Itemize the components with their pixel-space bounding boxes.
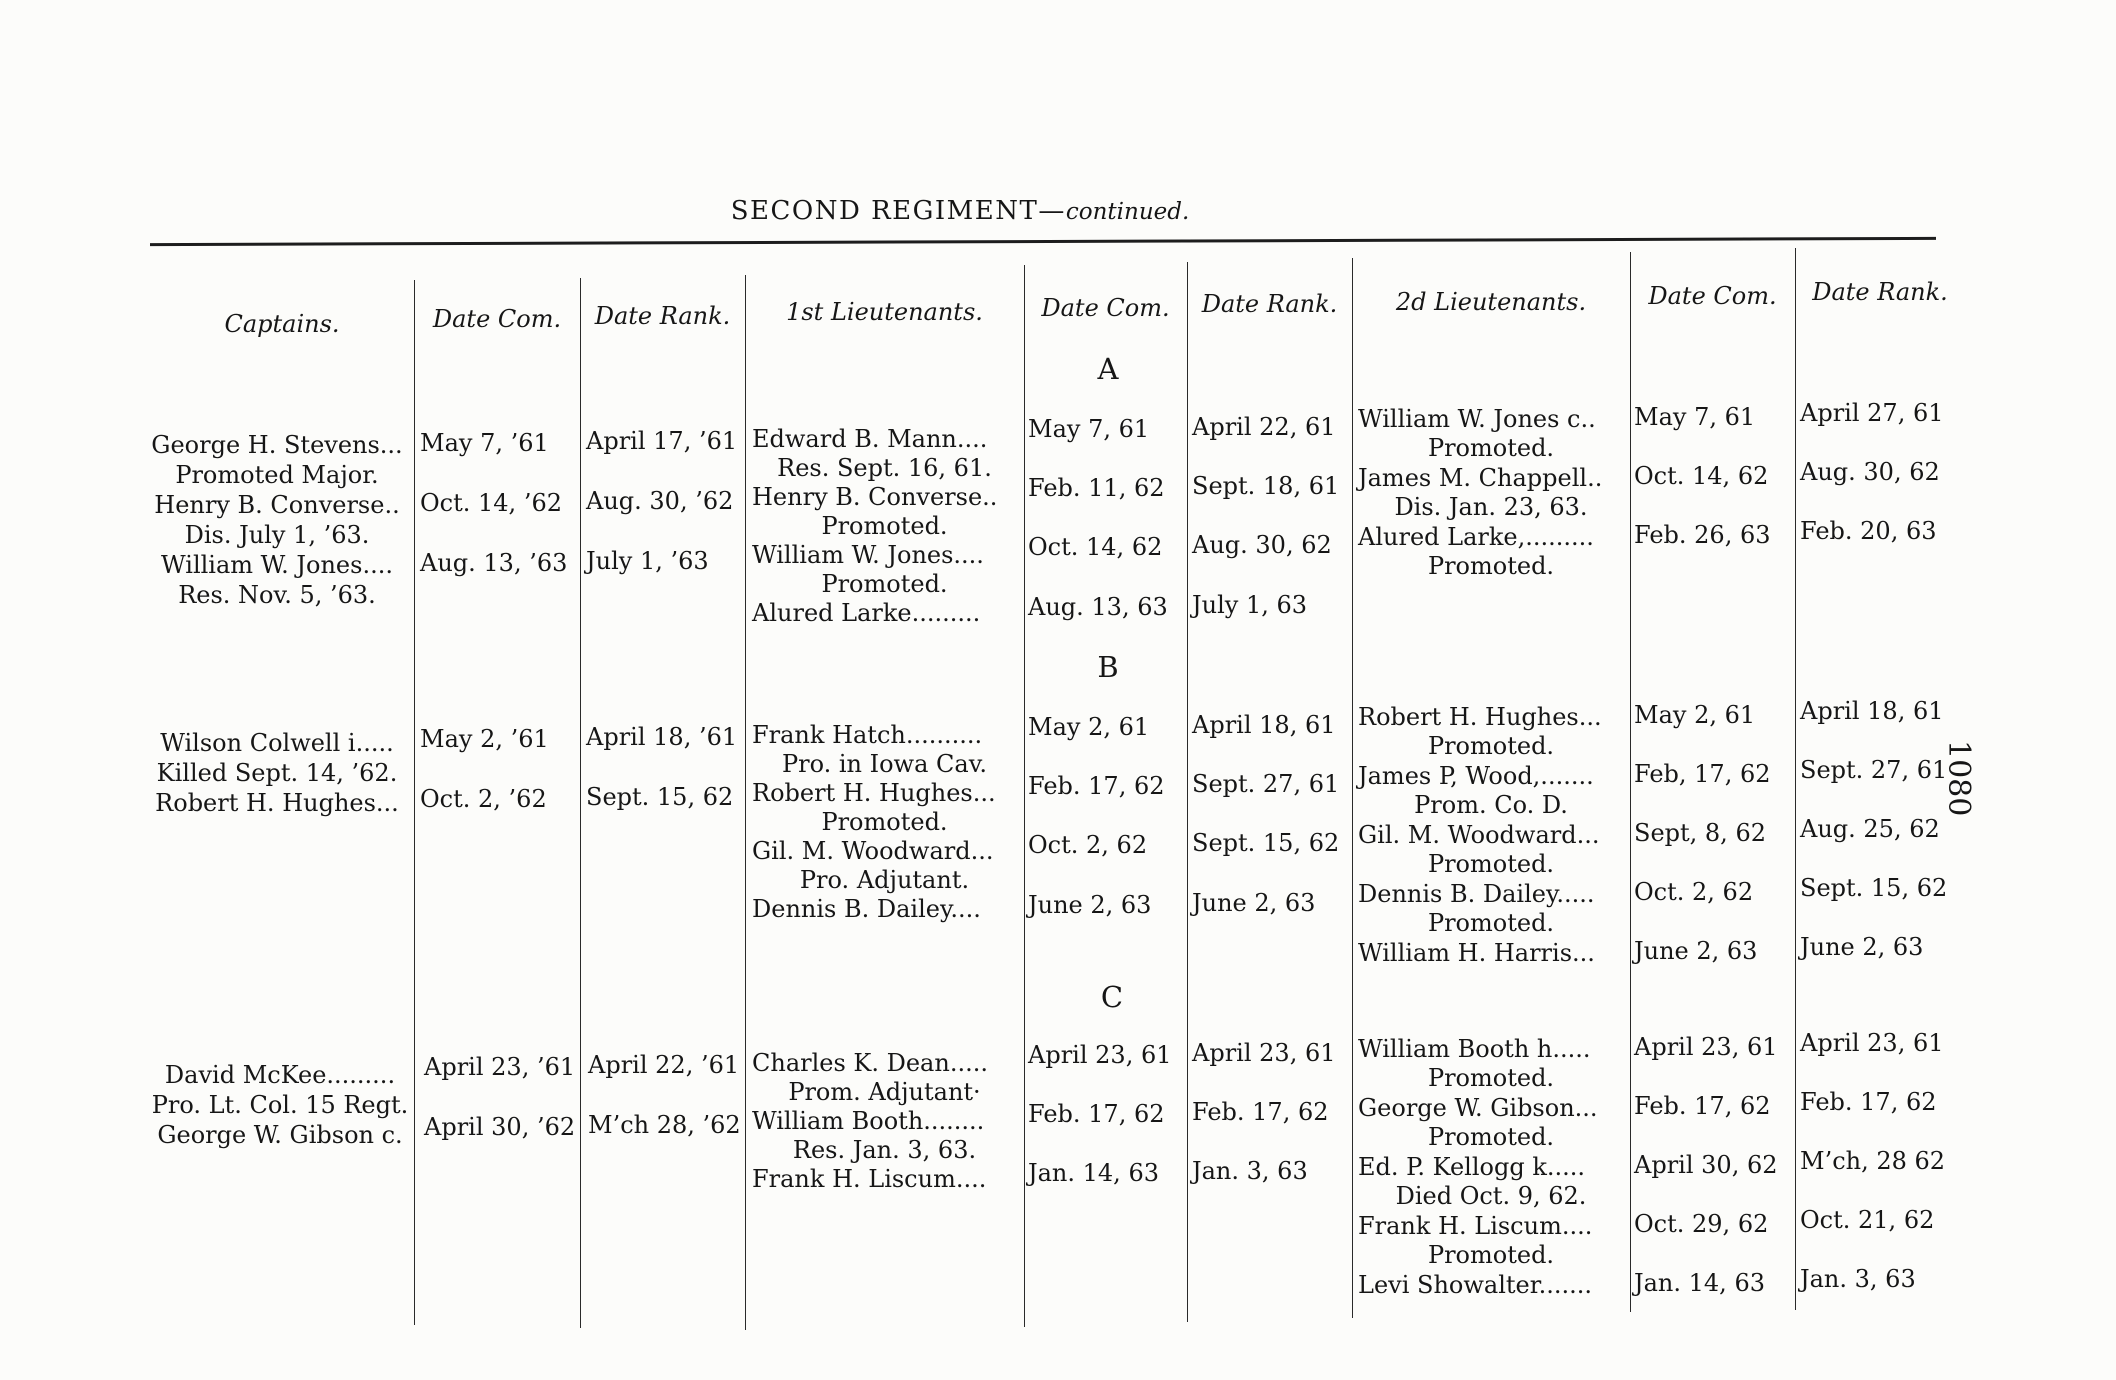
first-lt-date-rank: April 18, 61	[1192, 711, 1336, 739]
column-rule-2	[580, 278, 581, 1328]
captain-entry: Henry B. Converse..	[154, 491, 400, 519]
second-lt-date-com: May 7, 61	[1634, 403, 1756, 431]
top-rule	[150, 237, 1936, 246]
first-lt-date-com: Oct. 2, 62	[1028, 831, 1148, 859]
second-lt-date-com: Feb. 17, 62	[1634, 1092, 1771, 1120]
first-lt-date-rank: July 1, 63	[1192, 591, 1308, 619]
second-lt-date-rank: Oct. 21, 62	[1800, 1206, 1935, 1234]
captain-entry: David McKee.........	[164, 1061, 396, 1089]
captain-entry: Robert H. Hughes...	[155, 789, 399, 817]
second-lt-date-rank: Sept. 27, 61	[1800, 756, 1948, 784]
first-lt-note: Pro. in Iowa Cav.	[781, 750, 988, 778]
second-lt-date-com: June 2, 63	[1634, 937, 1758, 965]
second-lt-note: Prom. Co. D.	[1414, 791, 1568, 819]
captain-date-com: May 2, ’61	[420, 725, 549, 753]
column-rule-5	[1187, 262, 1188, 1322]
captain-date-com: May 7, ’61	[420, 429, 549, 457]
captain-entry: William W. Jones....	[161, 551, 393, 579]
first-lt-note: Res. Sept. 16, 61.	[777, 454, 992, 482]
captain-date-rank: Sept. 15, 62	[586, 783, 734, 811]
captain-note: Promoted Major.	[175, 461, 379, 489]
first-lt-date-rank: April 23, 61	[1192, 1039, 1336, 1067]
second-lt-entry: Dennis B. Dailey.....	[1358, 880, 1595, 908]
first-lt-date-com: Feb. 11, 62	[1028, 474, 1165, 502]
first-lt-date-com: Feb. 17, 62	[1028, 772, 1165, 800]
second-lt-note: Promoted.	[1427, 434, 1555, 462]
first-lt-date-com: Jan. 14, 63	[1028, 1159, 1159, 1187]
first-lt-note: Promoted.	[821, 570, 948, 598]
second-lt-date-rank: Sept. 15, 62	[1800, 874, 1948, 902]
captain-date-rank: April 17, ’61	[586, 427, 738, 455]
second-lt-date-rank: Feb. 20, 63	[1800, 517, 1937, 545]
second-lt-entry: William Booth h.....	[1358, 1035, 1591, 1063]
second-lt-note: Promoted.	[1427, 850, 1555, 878]
header-second-lieutenants: 2d Lieutenants.	[1395, 288, 1587, 316]
first-lt-date-rank: Sept. 27, 61	[1192, 770, 1340, 798]
second-lt-note: Promoted.	[1427, 552, 1555, 580]
captain-date-rank: Aug. 30, ’62	[586, 487, 734, 515]
second-lt-date-rank: April 27, 61	[1800, 399, 1944, 427]
header-second-lts-date-rank: Date Rank.	[1812, 278, 1948, 306]
header-captains-date-com: Date Com.	[432, 305, 562, 333]
first-lt-note: Pro. Adjutant.	[799, 866, 970, 894]
second-lt-note: Promoted.	[1427, 1241, 1555, 1269]
first-lt-date-rank: Sept. 18, 61	[1192, 472, 1340, 500]
captain-note: Res. Nov. 5, ’63.	[178, 581, 376, 609]
second-lt-date-com: Sept, 8, 62	[1634, 819, 1766, 847]
second-lt-date-rank: April 18, 61	[1800, 697, 1944, 725]
first-lt-date-rank: April 22, 61	[1192, 413, 1336, 441]
second-lt-note: Promoted.	[1427, 1123, 1555, 1151]
captain-date-com: April 30, ’62	[424, 1113, 576, 1141]
second-lt-date-com: Jan. 14, 63	[1634, 1269, 1765, 1297]
header-first-lieutenants: 1st Lieutenants.	[786, 298, 983, 326]
regiment-title: SECOND REGIMENT	[730, 196, 1039, 226]
first-lt-entry: William W. Jones....	[752, 541, 984, 569]
second-lt-entry: Gil. M. Woodward...	[1358, 821, 1600, 849]
first-lt-date-com: Feb. 17, 62	[1028, 1100, 1165, 1128]
second-lt-entry: Levi Showalter.......	[1358, 1271, 1592, 1299]
second-lt-entry: Frank H. Liscum....	[1358, 1212, 1593, 1240]
second-lt-date-com: April 30, 62	[1634, 1151, 1778, 1179]
second-lt-date-com: Feb, 17, 62	[1634, 760, 1771, 788]
second-lt-entry: Alured Larke,.........	[1358, 523, 1594, 551]
section-label-c: C	[1100, 980, 1124, 1014]
captain-date-com: April 23, ’61	[424, 1053, 576, 1081]
first-lt-note: Promoted.	[821, 512, 948, 540]
second-lt-date-rank: April 23, 61	[1800, 1029, 1944, 1057]
captain-entry: George W. Gibson c.	[157, 1121, 403, 1149]
captain-note: Killed Sept. 14, ’62.	[156, 759, 398, 787]
first-lt-date-rank: Aug. 30, 62	[1192, 531, 1332, 559]
second-lt-note: Dis. Jan. 23, 63.	[1394, 493, 1588, 521]
first-lt-date-rank: Jan. 3, 63	[1192, 1157, 1308, 1185]
first-lt-note: Promoted.	[821, 808, 948, 836]
first-lt-date-com: Oct. 14, 62	[1028, 533, 1163, 561]
first-lt-entry: Frank Hatch..........	[752, 721, 983, 749]
header-captains: Captains.	[224, 310, 340, 338]
captain-date-rank: M’ch 28, ’62	[588, 1111, 741, 1139]
captain-note: Dis. July 1, ’63.	[184, 521, 370, 549]
header-second-lts-date-com: Date Com.	[1648, 282, 1777, 310]
column-rule-8	[1795, 248, 1796, 1310]
second-lt-note: Promoted.	[1427, 1064, 1555, 1092]
second-lt-entry: James M. Chappell..	[1358, 464, 1603, 492]
second-lt-date-rank: Aug. 25, 62	[1800, 815, 1940, 843]
page-title	[0, 196, 1920, 226]
header-first-lts-date-com: Date Com.	[1041, 294, 1170, 322]
second-lt-date-com: Oct. 2, 62	[1634, 878, 1754, 906]
column-rule-3	[745, 275, 746, 1330]
first-lt-date-com: Aug. 13, 63	[1028, 593, 1168, 621]
second-lt-entry: George W. Gibson...	[1358, 1094, 1598, 1122]
second-lt-note: Promoted.	[1427, 732, 1555, 760]
first-lt-entry: William Booth........	[752, 1107, 985, 1135]
header-first-lts-date-rank: Date Rank.	[1201, 290, 1338, 318]
first-lt-entry: Robert H. Hughes...	[752, 779, 996, 807]
first-lt-entry: Gil. M. Woodward...	[752, 837, 994, 865]
second-lt-date-rank: Feb. 17, 62	[1800, 1088, 1937, 1116]
captain-date-com: Oct. 2, ’62	[420, 785, 547, 813]
captain-entry: George H. Stevens...	[151, 431, 403, 459]
second-lt-date-rank: Jan. 3, 63	[1800, 1265, 1916, 1293]
first-lt-entry: Henry B. Converse..	[752, 483, 998, 511]
second-lt-entry: William W. Jones c..	[1358, 405, 1596, 433]
second-lt-date-com: May 2, 61	[1634, 701, 1756, 729]
captain-date-com: Aug. 13, ’63	[420, 549, 568, 577]
captain-date-rank: July 1, ’63	[586, 547, 709, 575]
first-lt-date-rank: June 2, 63	[1192, 889, 1316, 917]
column-rule-1	[414, 280, 415, 1325]
second-lt-date-rank: M’ch, 28 62	[1800, 1147, 1946, 1175]
first-lt-entry: Edward B. Mann....	[752, 425, 988, 453]
column-rule-4	[1024, 265, 1025, 1327]
second-lt-date-rank: June 2, 63	[1800, 933, 1924, 961]
title-continued: continued.	[1065, 199, 1190, 225]
second-lt-date-com: Oct. 29, 62	[1634, 1210, 1769, 1238]
first-lt-entry: Alured Larke.........	[752, 599, 981, 627]
section-label-b: B	[1097, 650, 1119, 684]
header-captains-date-rank: Date Rank.	[594, 302, 731, 330]
second-lt-entry: William H. Harris...	[1358, 939, 1595, 967]
first-lt-note: Res. Jan. 3, 63.	[792, 1136, 977, 1164]
first-lt-entry: Frank H. Liscum....	[752, 1165, 987, 1193]
captain-date-rank: April 22, ’61	[588, 1051, 740, 1079]
first-lt-note: Prom. Adjutant·	[788, 1078, 981, 1106]
second-lt-date-com: Feb. 26, 63	[1634, 521, 1771, 549]
first-lt-entry: Dennis B. Dailey....	[752, 895, 981, 923]
second-lt-date-rank: Aug. 30, 62	[1800, 458, 1940, 486]
first-lt-date-com: April 23, 61	[1028, 1041, 1172, 1069]
first-lt-date-com: May 2, 61	[1028, 713, 1150, 741]
second-lt-date-com: Oct. 14, 62	[1634, 462, 1769, 490]
page-number: 1080	[1941, 740, 1976, 817]
first-lt-date-rank: Sept. 15, 62	[1192, 829, 1340, 857]
second-lt-note: Died Oct. 9, 62.	[1395, 1182, 1587, 1210]
first-lt-entry: Charles K. Dean.....	[752, 1049, 988, 1077]
captain-date-rank: April 18, ’61	[586, 723, 738, 751]
first-lt-date-com: May 7, 61	[1028, 415, 1150, 443]
captain-note: Pro. Lt. Col. 15 Regt.	[151, 1091, 409, 1119]
captain-entry: Wilson Colwell i.....	[160, 729, 394, 757]
second-lt-entry: James P, Wood,.......	[1358, 762, 1594, 790]
second-lt-entry: Robert H. Hughes...	[1358, 703, 1602, 731]
column-rule-7	[1630, 252, 1631, 1312]
second-lt-date-com: April 23, 61	[1634, 1033, 1778, 1061]
column-rule-6	[1352, 258, 1353, 1318]
section-label-a: A	[1097, 352, 1119, 386]
captain-date-com: Oct. 14, ’62	[420, 489, 562, 517]
first-lt-date-com: June 2, 63	[1028, 891, 1152, 919]
second-lt-entry: Ed. P. Kellogg k.....	[1358, 1153, 1586, 1181]
title-dash: —	[1038, 196, 1066, 226]
first-lt-date-rank: Feb. 17, 62	[1192, 1098, 1329, 1126]
second-lt-note: Promoted.	[1427, 909, 1555, 937]
